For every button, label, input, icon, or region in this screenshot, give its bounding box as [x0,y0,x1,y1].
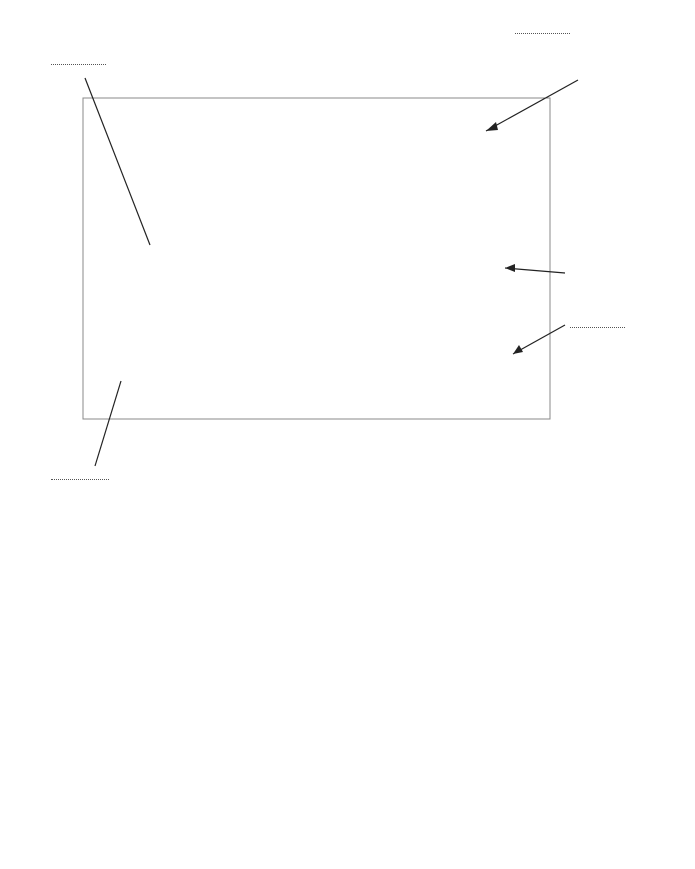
leader-lines [85,78,578,466]
diagram-frame [83,98,550,419]
label-chosen-row [49,472,109,484]
leader-arrows [486,122,523,354]
label-section-line2-row [513,26,570,38]
label-pipes-line2-row [49,57,106,69]
label-bracing-line3-row [568,320,625,332]
